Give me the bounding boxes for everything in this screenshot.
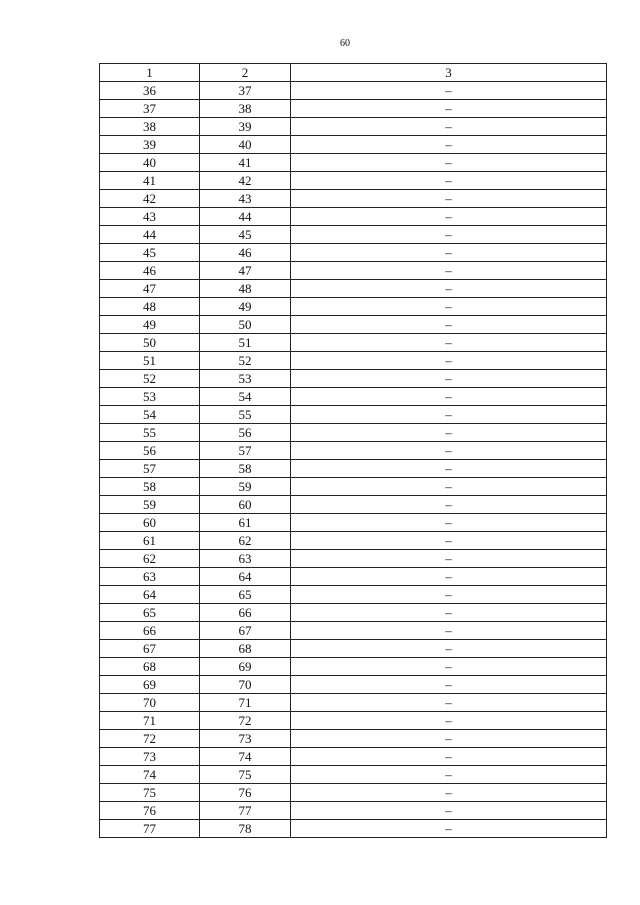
table-cell-col3: – (291, 478, 607, 496)
table-cell-col1: 64 (100, 586, 200, 604)
table-cell-col3: – (291, 640, 607, 658)
table-cell-col1: 42 (100, 190, 200, 208)
table-cell-col3: – (291, 100, 607, 118)
table-row (100, 334, 607, 352)
table-cell-col3: – (291, 424, 607, 442)
table-cell-col2: 72 (200, 712, 291, 730)
table-cell-col2: 60 (200, 496, 291, 514)
table-row (100, 568, 607, 586)
table-cell-col3: – (291, 460, 607, 478)
table-row (100, 388, 607, 406)
table-cell-col1: 61 (100, 532, 200, 550)
table-cell-col1: 62 (100, 550, 200, 568)
table-cell-col3: – (291, 712, 607, 730)
table-cell-col2: 76 (200, 784, 291, 802)
table-row (100, 370, 607, 388)
table-cell-col1: 46 (100, 262, 200, 280)
table-row (100, 424, 607, 442)
table-cell-col2: 66 (200, 604, 291, 622)
table-body (100, 82, 607, 838)
table-cell-col3: – (291, 442, 607, 460)
table-row (100, 136, 607, 154)
table-row (100, 640, 607, 658)
table-cell-col3: – (291, 172, 607, 190)
table-row (100, 460, 607, 478)
table-cell-col2: 42 (200, 172, 291, 190)
table-row (100, 82, 607, 100)
table-cell-col3: – (291, 136, 607, 154)
table-cell-col2: 74 (200, 748, 291, 766)
column-header-1: 1 (100, 64, 200, 82)
table-cell-col2: 46 (200, 244, 291, 262)
table-cell-col3: – (291, 550, 607, 568)
table-cell-col3: – (291, 586, 607, 604)
table-row (100, 100, 607, 118)
table-cell-col2: 69 (200, 658, 291, 676)
table-cell-col3: – (291, 280, 607, 298)
table-cell-col2: 48 (200, 280, 291, 298)
table-cell-col1: 36 (100, 82, 200, 100)
table-cell-col3: – (291, 118, 607, 136)
table-header-row (100, 64, 607, 82)
table-cell-col2: 67 (200, 622, 291, 640)
table-cell-col3: – (291, 694, 607, 712)
table-cell-col1: 75 (100, 784, 200, 802)
table-row (100, 604, 607, 622)
data-table (99, 63, 607, 838)
table-row (100, 190, 607, 208)
table-cell-col1: 49 (100, 316, 200, 334)
table-cell-col2: 40 (200, 136, 291, 154)
table-cell-col1: 37 (100, 100, 200, 118)
table-cell-col2: 52 (200, 352, 291, 370)
table-cell-col2: 70 (200, 676, 291, 694)
table-cell-col1: 70 (100, 694, 200, 712)
table-cell-col2: 43 (200, 190, 291, 208)
table-cell-col1: 52 (100, 370, 200, 388)
table-cell-col1: 53 (100, 388, 200, 406)
table-row (100, 172, 607, 190)
table-row (100, 532, 607, 550)
table-cell-col2: 41 (200, 154, 291, 172)
table-cell-col2: 65 (200, 586, 291, 604)
table-cell-col3: – (291, 262, 607, 280)
table-cell-col2: 38 (200, 100, 291, 118)
table-cell-col2: 49 (200, 298, 291, 316)
table-cell-col2: 50 (200, 316, 291, 334)
table-cell-col1: 38 (100, 118, 200, 136)
table-cell-col2: 44 (200, 208, 291, 226)
table-cell-col1: 60 (100, 514, 200, 532)
table-cell-col1: 39 (100, 136, 200, 154)
table-cell-col2: 61 (200, 514, 291, 532)
table-cell-col2: 73 (200, 730, 291, 748)
table-row (100, 802, 607, 820)
table-row (100, 820, 607, 838)
table-cell-col1: 56 (100, 442, 200, 460)
table-cell-col3: – (291, 370, 607, 388)
table-cell-col1: 57 (100, 460, 200, 478)
table-row (100, 352, 607, 370)
table-row (100, 298, 607, 316)
table-row (100, 658, 607, 676)
table-cell-col1: 58 (100, 478, 200, 496)
table-row (100, 406, 607, 424)
table-cell-col3: – (291, 568, 607, 586)
table-row (100, 550, 607, 568)
table-cell-col3: – (291, 82, 607, 100)
table-cell-col3: – (291, 154, 607, 172)
table-cell-col3: – (291, 658, 607, 676)
column-header-3: 3 (291, 64, 607, 82)
table-cell-col2: 75 (200, 766, 291, 784)
table-cell-col3: – (291, 496, 607, 514)
table-cell-col3: – (291, 532, 607, 550)
table-cell-col1: 68 (100, 658, 200, 676)
table-cell-col2: 57 (200, 442, 291, 460)
table-cell-col3: – (291, 604, 607, 622)
table-cell-col3: – (291, 298, 607, 316)
table-cell-col3: – (291, 820, 607, 838)
table-cell-col2: 58 (200, 460, 291, 478)
column-header-2: 2 (200, 64, 291, 82)
table-row (100, 676, 607, 694)
table-cell-col3: – (291, 514, 607, 532)
table-cell-col1: 74 (100, 766, 200, 784)
table-cell-col1: 55 (100, 424, 200, 442)
table-row (100, 622, 607, 640)
table-row (100, 712, 607, 730)
table-cell-col2: 71 (200, 694, 291, 712)
table-row (100, 316, 607, 334)
table-cell-col3: – (291, 784, 607, 802)
table-cell-col1: 43 (100, 208, 200, 226)
table-cell-col2: 59 (200, 478, 291, 496)
table-cell-col2: 39 (200, 118, 291, 136)
table-cell-col1: 67 (100, 640, 200, 658)
table-cell-col3: – (291, 190, 607, 208)
table-cell-col1: 41 (100, 172, 200, 190)
table-row (100, 244, 607, 262)
table-cell-col1: 72 (100, 730, 200, 748)
table-cell-col1: 73 (100, 748, 200, 766)
table-row (100, 730, 607, 748)
table-cell-col3: – (291, 406, 607, 424)
table-row (100, 262, 607, 280)
table-cell-col3: – (291, 676, 607, 694)
table-cell-col3: – (291, 622, 607, 640)
table-cell-col2: 45 (200, 226, 291, 244)
table-cell-col1: 77 (100, 820, 200, 838)
table-row (100, 514, 607, 532)
table-row (100, 694, 607, 712)
table-cell-col1: 45 (100, 244, 200, 262)
table-cell-col2: 77 (200, 802, 291, 820)
table-cell-col3: – (291, 244, 607, 262)
table-header (100, 64, 607, 82)
table-cell-col2: 68 (200, 640, 291, 658)
table-cell-col1: 47 (100, 280, 200, 298)
table-cell-col1: 59 (100, 496, 200, 514)
table-row (100, 478, 607, 496)
table-cell-col1: 40 (100, 154, 200, 172)
table-cell-col2: 62 (200, 532, 291, 550)
table-row (100, 118, 607, 136)
table-cell-col2: 53 (200, 370, 291, 388)
table-cell-col1: 50 (100, 334, 200, 352)
table-cell-col3: – (291, 226, 607, 244)
table-cell-col3: – (291, 802, 607, 820)
table-row (100, 748, 607, 766)
table-cell-col1: 69 (100, 676, 200, 694)
table-cell-col2: 54 (200, 388, 291, 406)
table-cell-col1: 48 (100, 298, 200, 316)
table-row (100, 442, 607, 460)
table-row (100, 208, 607, 226)
table-cell-col2: 78 (200, 820, 291, 838)
table-cell-col3: – (291, 208, 607, 226)
table-row (100, 586, 607, 604)
table-row (100, 496, 607, 514)
table-row (100, 766, 607, 784)
table-cell-col1: 66 (100, 622, 200, 640)
table-cell-col2: 47 (200, 262, 291, 280)
table-cell-col1: 63 (100, 568, 200, 586)
table-row (100, 226, 607, 244)
table-cell-col2: 64 (200, 568, 291, 586)
table-row (100, 154, 607, 172)
table-cell-col2: 63 (200, 550, 291, 568)
table-cell-col2: 51 (200, 334, 291, 352)
table-cell-col3: – (291, 766, 607, 784)
table-cell-col2: 55 (200, 406, 291, 424)
table-row (100, 784, 607, 802)
table-cell-col3: – (291, 334, 607, 352)
table-cell-col3: – (291, 388, 607, 406)
table-cell-col1: 51 (100, 352, 200, 370)
table-cell-col3: – (291, 316, 607, 334)
table-cell-col3: – (291, 748, 607, 766)
table-cell-col3: – (291, 352, 607, 370)
table-cell-col2: 37 (200, 82, 291, 100)
table-cell-col3: – (291, 730, 607, 748)
table-row (100, 280, 607, 298)
table-cell-col1: 65 (100, 604, 200, 622)
table-cell-col1: 44 (100, 226, 200, 244)
table-cell-col1: 71 (100, 712, 200, 730)
table-cell-col1: 76 (100, 802, 200, 820)
table-cell-col1: 54 (100, 406, 200, 424)
page-number: 60 (340, 38, 350, 49)
table-cell-col2: 56 (200, 424, 291, 442)
